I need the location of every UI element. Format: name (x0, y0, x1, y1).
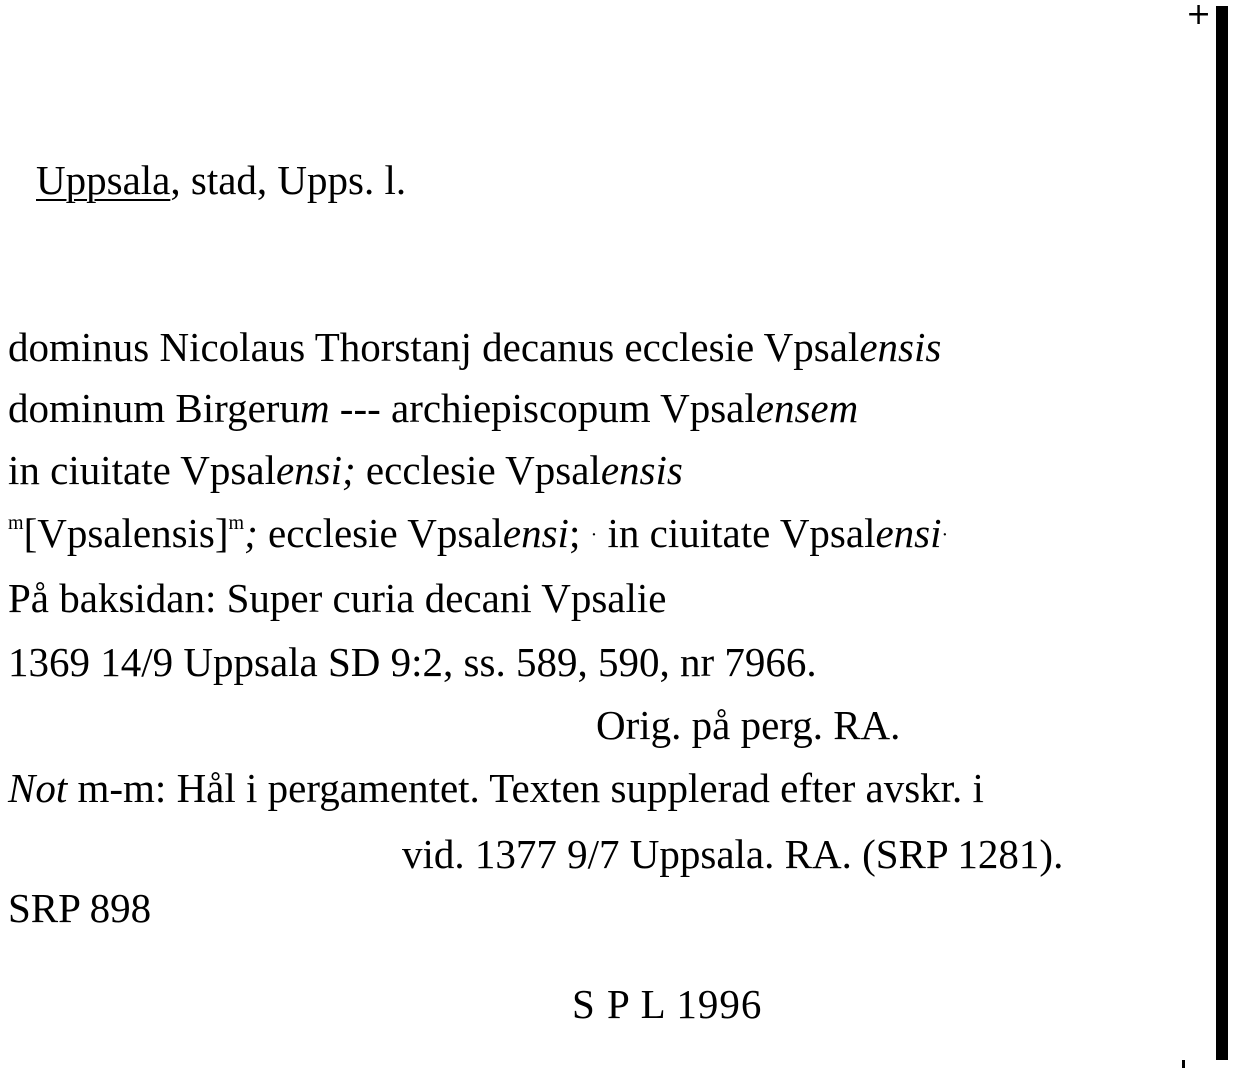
expansion-italic: m (299, 385, 330, 431)
source-line: Orig. på perg. RA. (596, 702, 901, 748)
note-continuation: vid. 1377 9/7 Uppsala. RA. (SRP 1281). (402, 831, 1064, 877)
place-heading (36, 157, 407, 203)
note-line (8, 765, 984, 811)
text-line-3 (8, 447, 683, 493)
registration-mark: + (1186, 0, 1212, 32)
separator-dot: · (590, 524, 598, 546)
expansion-italic: ensi; (275, 447, 356, 493)
place-name: Uppsala (36, 157, 171, 203)
note-marker: m (228, 512, 245, 534)
expansion-italic: ensis (600, 447, 683, 493)
text-segment: dominum Birger (8, 385, 280, 431)
note-marker: m (8, 512, 24, 534)
text-segment: dominus Nicolaus Thorstanj decanus ecclesie Vpsal (8, 324, 860, 370)
text-segment: u (279, 385, 300, 431)
expansion-italic: ensis (859, 324, 942, 370)
expansion-italic: ensem (755, 385, 859, 431)
text-segment: in ciuitate Vpsal (597, 510, 876, 556)
scan-edge-bar (1216, 6, 1228, 1060)
text-segment: ecclesie Vpsal (355, 447, 601, 493)
note-label: Not (8, 765, 68, 811)
footer-signature: S P L 1996 (572, 981, 763, 1027)
text-segment: ; (244, 510, 268, 556)
text-line-4 (8, 510, 949, 556)
expansion-italic: ensi (502, 510, 569, 556)
text-segment: --- archiepiscopum Vpsal (329, 385, 756, 431)
place-descriptor: , stad, Upps. l. (170, 157, 407, 203)
text-line-5: På baksidan: Super curia decani Vpsalie (8, 575, 667, 621)
text-segment: [Vpsalensis] (23, 510, 229, 556)
note-text: m-m: Hål i pergamentet. Texten supplerad efter avskr. i (67, 765, 984, 811)
separator-dot: · (941, 524, 949, 546)
text-line-1 (8, 324, 942, 370)
text-segment: ; (568, 510, 591, 556)
text-segment: ecclesie Vpsal (268, 510, 503, 556)
scan-tick-mark (1182, 1060, 1185, 1068)
citation-line: 1369 14/9 Uppsala SD 9:2, ss. 589, 590, nr 7966. (8, 639, 817, 685)
text-line-2 (8, 385, 859, 431)
text-segment: in ciuitate Vpsal (8, 447, 276, 493)
reference-line: SRP 898 (8, 885, 152, 931)
expansion-italic: ensi (875, 510, 942, 556)
